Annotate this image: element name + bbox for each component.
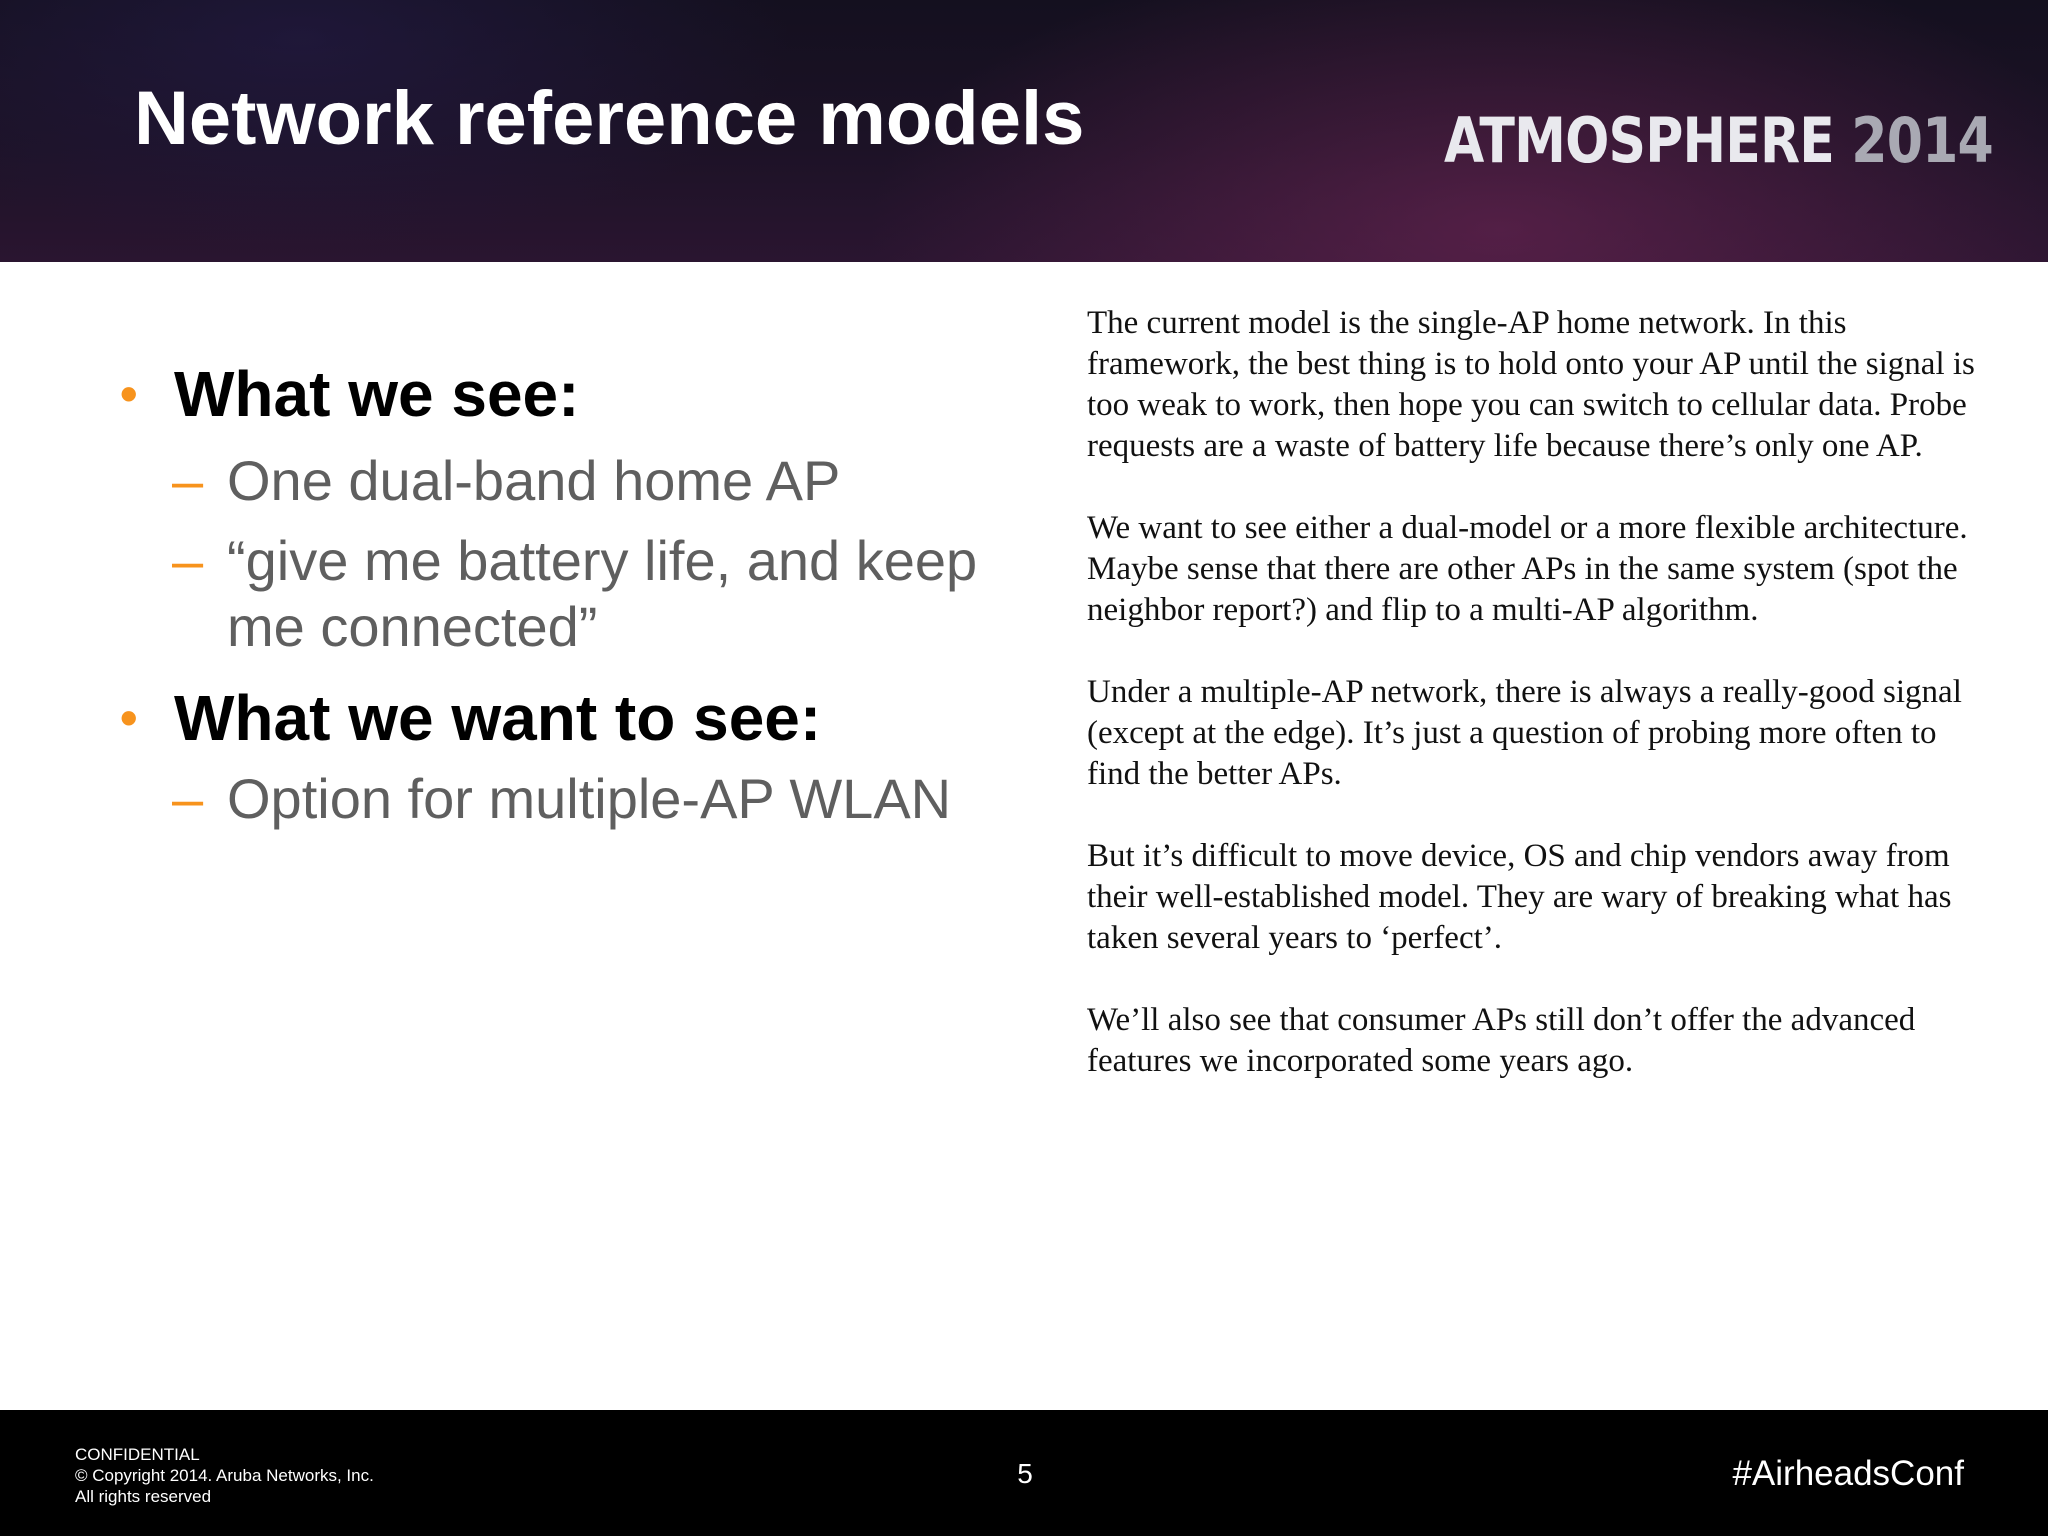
copyright-block bbox=[75, 1444, 374, 1507]
confidential-label: CONFIDENTIAL bbox=[75, 1445, 200, 1464]
brand-logo-year: 2014 bbox=[1851, 104, 1993, 177]
rights-text: All rights reserved bbox=[75, 1487, 212, 1506]
notes-paragraph: But it’s difficult to move device, OS and chip vendors away from their well-established model. They are wary of breaking what has taken several years to ‘perfect’. bbox=[1087, 838, 1952, 956]
copyright-text: © Copyright 2014. Aruba Networks, Inc. bbox=[75, 1466, 374, 1485]
header-banner bbox=[0, 0, 2048, 262]
slide-title: Network reference models bbox=[134, 76, 1085, 161]
hashtag-label: #AirheadsConf bbox=[1732, 1454, 1964, 1493]
bullet-list bbox=[120, 356, 1020, 832]
sub-bullet bbox=[120, 448, 1020, 514]
sub-bullet bbox=[120, 766, 1020, 832]
bullet-what-we-want-to-see bbox=[120, 680, 1020, 756]
sub-bullet bbox=[120, 528, 1020, 660]
bullet-what-we-see bbox=[120, 356, 1020, 432]
speaker-notes bbox=[1087, 303, 1987, 1123]
bullet-dot-icon: • bbox=[120, 366, 138, 422]
bullet-heading: What we want to see: bbox=[174, 682, 822, 754]
notes-paragraph: We’ll also see that consumer APs still don’t offer the advanced features we incorporated some years ago. bbox=[1087, 1002, 1916, 1079]
sub-bullet-text: “give me battery life, and keep me connected” bbox=[227, 529, 978, 658]
bullet-heading: What we see: bbox=[174, 358, 580, 430]
footer-bar bbox=[0, 1410, 2048, 1536]
page-number: 5 bbox=[1017, 1458, 1033, 1489]
dash-icon: – bbox=[172, 767, 204, 830]
brand-logo bbox=[1444, 96, 1993, 186]
notes-paragraph: The current model is the single-AP home network. In this framework, the best thing is to hold onto your AP until the signal is too weak to work, then hope you can switch to cellular data. Probe requests are a waste of battery life because there’s only one AP. bbox=[1087, 305, 1975, 464]
dash-icon: – bbox=[172, 449, 204, 512]
brand-logo-word: ATMOSPHERE bbox=[1444, 104, 1835, 177]
notes-paragraph: Under a multiple-AP network, there is always a really-good signal (except at the edge). It’s just a question of probing more often to find the better APs. bbox=[1087, 674, 1962, 792]
sub-bullet-text: One dual-band home AP bbox=[227, 449, 841, 512]
dash-icon: – bbox=[172, 529, 204, 592]
sub-bullet-text: Option for multiple-AP WLAN bbox=[227, 767, 952, 830]
bullet-dot-icon: • bbox=[120, 690, 138, 746]
notes-paragraph: We want to see either a dual-model or a more flexible architecture. Maybe sense that there are other APs in the same system (spot the neighbor report?) and flip to a multi-AP algorithm. bbox=[1087, 510, 1968, 628]
